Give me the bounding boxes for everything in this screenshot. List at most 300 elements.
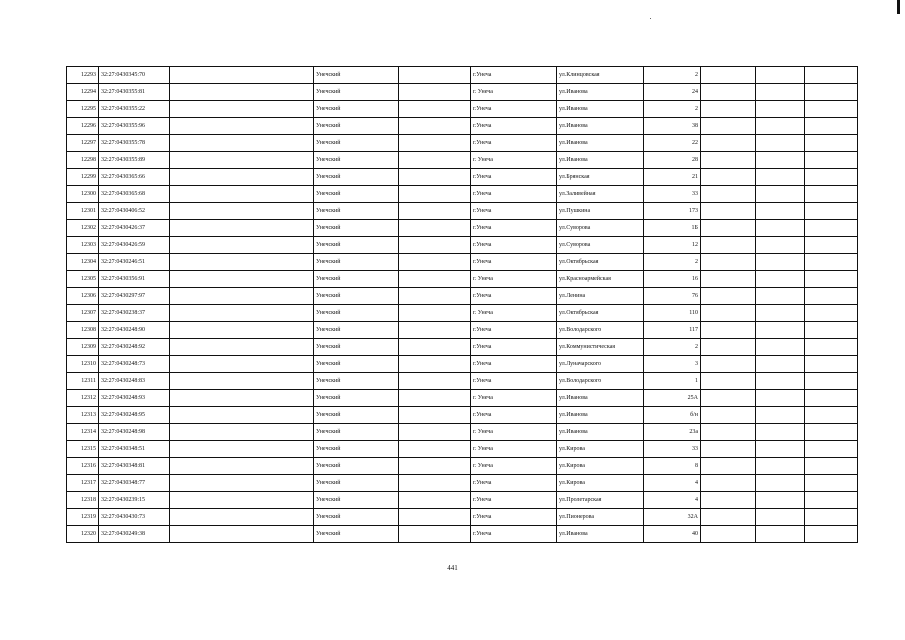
cell-city: г.Унеча [471, 288, 557, 305]
cell-empty [805, 390, 858, 407]
cell-city: г.Унеча [471, 101, 557, 118]
cell-record-number: 12299 [67, 169, 99, 186]
table-row [67, 169, 858, 186]
cell-empty [756, 169, 805, 186]
cell-empty [756, 475, 805, 492]
table-row [67, 475, 858, 492]
cell-empty [701, 441, 756, 458]
cell-empty [805, 237, 858, 254]
cell-empty [170, 84, 314, 101]
cell-empty [805, 305, 858, 322]
cell-empty [170, 407, 314, 424]
cell-empty [399, 84, 471, 101]
cell-house-number: 1 [644, 373, 701, 390]
cell-street: ул.Иванова [557, 118, 644, 135]
cell-street: ул.Коммунистическая [557, 339, 644, 356]
table-row [67, 356, 858, 373]
cell-empty [399, 373, 471, 390]
cell-empty [701, 322, 756, 339]
cell-empty [170, 152, 314, 169]
cell-empty [170, 441, 314, 458]
table-row [67, 390, 858, 407]
table-row [67, 84, 858, 101]
cell-district: Унечский [314, 373, 399, 390]
cell-empty [399, 186, 471, 203]
cell-empty [701, 152, 756, 169]
cell-empty [805, 220, 858, 237]
cell-street: ул.Октябрьская [557, 254, 644, 271]
cell-house-number: 28 [644, 152, 701, 169]
cell-district: Унечский [314, 118, 399, 135]
cell-empty [170, 186, 314, 203]
cell-house-number: 32А [644, 509, 701, 526]
cell-empty [701, 254, 756, 271]
cell-empty [399, 135, 471, 152]
cell-cadastral-number: 32:27:0430355:22 [99, 101, 170, 118]
cell-cadastral-number: 32:27:0430248:93 [99, 390, 170, 407]
table-row [67, 407, 858, 424]
cell-city: г.Унеча [471, 186, 557, 203]
cell-street: ул.Кирова [557, 458, 644, 475]
cell-city: г.Унеча [471, 492, 557, 509]
table-row [67, 458, 858, 475]
cell-record-number: 12310 [67, 356, 99, 373]
cell-empty [399, 407, 471, 424]
cell-cadastral-number: 32:27:0430348:81 [99, 458, 170, 475]
cell-empty [701, 509, 756, 526]
cell-empty [399, 424, 471, 441]
cell-empty [170, 118, 314, 135]
cell-empty [756, 254, 805, 271]
cell-empty [701, 407, 756, 424]
table-row [67, 203, 858, 220]
cell-empty [399, 152, 471, 169]
scan-speck [650, 18, 651, 19]
cell-empty [805, 118, 858, 135]
table-row [67, 186, 858, 203]
cell-empty [756, 101, 805, 118]
cell-empty [701, 220, 756, 237]
cell-house-number: 24 [644, 84, 701, 101]
cell-cadastral-number: 32:27:0430297:97 [99, 288, 170, 305]
cell-record-number: 12308 [67, 322, 99, 339]
cell-district: Унечский [314, 356, 399, 373]
cell-empty [756, 424, 805, 441]
cell-empty [805, 526, 858, 543]
cell-empty [170, 169, 314, 186]
cell-empty [805, 407, 858, 424]
cell-empty [701, 356, 756, 373]
cell-city: г.Унеча [471, 220, 557, 237]
cell-empty [701, 526, 756, 543]
cell-empty [756, 373, 805, 390]
scan-edge-mark [897, 0, 900, 14]
cell-house-number: 117 [644, 322, 701, 339]
cell-district: Унечский [314, 322, 399, 339]
cell-empty [805, 101, 858, 118]
cell-empty [805, 203, 858, 220]
table-row [67, 237, 858, 254]
registry-table [66, 66, 858, 543]
cell-record-number: 12320 [67, 526, 99, 543]
cell-empty [701, 424, 756, 441]
cell-street: ул.Иванова [557, 407, 644, 424]
cell-record-number: 12312 [67, 390, 99, 407]
cell-empty [756, 135, 805, 152]
cell-empty [170, 271, 314, 288]
cell-empty [756, 203, 805, 220]
cell-cadastral-number: 32:27:0430248:98 [99, 424, 170, 441]
cell-empty [170, 373, 314, 390]
cell-house-number: 4 [644, 475, 701, 492]
cell-district: Унечский [314, 254, 399, 271]
cell-cadastral-number: 32:27:0430355:78 [99, 135, 170, 152]
cell-cadastral-number: 32:27:0430406:52 [99, 203, 170, 220]
table-row [67, 152, 858, 169]
cell-street: ул.Луначарского [557, 356, 644, 373]
cell-record-number: 12314 [67, 424, 99, 441]
cell-empty [701, 237, 756, 254]
table-row [67, 424, 858, 441]
cell-empty [805, 152, 858, 169]
cell-record-number: 12304 [67, 254, 99, 271]
cell-empty [756, 390, 805, 407]
cell-cadastral-number: 32:27:0430248:90 [99, 322, 170, 339]
cell-record-number: 12313 [67, 407, 99, 424]
cell-street: ул.Октябрьская [557, 305, 644, 322]
cell-cadastral-number: 32:27:0430355:81 [99, 84, 170, 101]
cell-house-number: 2 [644, 339, 701, 356]
cell-district: Унечский [314, 169, 399, 186]
cell-empty [701, 186, 756, 203]
cell-empty [399, 475, 471, 492]
cell-street: ул.Иванова [557, 424, 644, 441]
cell-city: г.Унеча [471, 373, 557, 390]
cell-cadastral-number: 32:27:0430426:59 [99, 237, 170, 254]
cell-record-number: 12306 [67, 288, 99, 305]
cell-empty [805, 339, 858, 356]
cell-street: ул.Володарского [557, 322, 644, 339]
cell-empty [701, 84, 756, 101]
cell-house-number: 2 [644, 254, 701, 271]
cell-empty [399, 254, 471, 271]
cell-empty [756, 526, 805, 543]
cell-district: Унечский [314, 339, 399, 356]
cell-empty [170, 424, 314, 441]
table-row [67, 67, 858, 84]
cell-city: г.Унеча [471, 237, 557, 254]
cell-district: Унечский [314, 271, 399, 288]
cell-empty [399, 220, 471, 237]
cell-street: ул.Иванова [557, 390, 644, 407]
cell-street: ул.Кирова [557, 475, 644, 492]
cell-street: ул.Суворова [557, 220, 644, 237]
cell-street: ул.Иванова [557, 135, 644, 152]
cell-city: г. Унеча [471, 390, 557, 407]
cell-empty [399, 67, 471, 84]
cell-street: ул.Красноармейская [557, 271, 644, 288]
cell-empty [756, 237, 805, 254]
cell-empty [701, 475, 756, 492]
cell-district: Унечский [314, 84, 399, 101]
cell-empty [805, 322, 858, 339]
cell-empty [701, 305, 756, 322]
cell-empty [399, 203, 471, 220]
cell-empty [701, 458, 756, 475]
cell-house-number: 40 [644, 526, 701, 543]
cell-cadastral-number: 32:27:0430248:73 [99, 356, 170, 373]
cell-record-number: 12302 [67, 220, 99, 237]
cell-empty [399, 101, 471, 118]
cell-house-number: 8 [644, 458, 701, 475]
cell-empty [170, 458, 314, 475]
cell-house-number: 173 [644, 203, 701, 220]
cell-empty [170, 220, 314, 237]
cell-house-number: 33 [644, 441, 701, 458]
cell-street: ул.Кирова [557, 441, 644, 458]
cell-empty [170, 509, 314, 526]
cell-cadastral-number: 32:27:0430246:51 [99, 254, 170, 271]
cell-empty [399, 322, 471, 339]
cell-street: ул.Иванова [557, 101, 644, 118]
cell-empty [805, 169, 858, 186]
cell-street: ул.Володарского [557, 373, 644, 390]
cell-empty [756, 356, 805, 373]
table-row [67, 118, 858, 135]
cell-house-number: 25А [644, 390, 701, 407]
cell-house-number: 2 [644, 67, 701, 84]
cell-empty [170, 237, 314, 254]
cell-cadastral-number: 32:27:0430355:89 [99, 152, 170, 169]
cell-empty [756, 407, 805, 424]
cell-empty [170, 288, 314, 305]
cell-house-number: 12 [644, 237, 701, 254]
cell-empty [399, 305, 471, 322]
cell-cadastral-number: 32:27:0430248:95 [99, 407, 170, 424]
table-row [67, 322, 858, 339]
cell-record-number: 12309 [67, 339, 99, 356]
cell-district: Унечский [314, 526, 399, 543]
cell-city: г.Унеча [471, 407, 557, 424]
cell-house-number: 110 [644, 305, 701, 322]
cell-empty [701, 135, 756, 152]
cell-district: Унечский [314, 237, 399, 254]
cell-city: г. Унеча [471, 441, 557, 458]
cell-empty [399, 492, 471, 509]
cell-record-number: 12315 [67, 441, 99, 458]
cell-district: Унечский [314, 424, 399, 441]
cell-city: г.Унеча [471, 254, 557, 271]
cell-empty [701, 67, 756, 84]
table-row [67, 220, 858, 237]
table-row [67, 492, 858, 509]
cell-empty [701, 203, 756, 220]
cell-district: Унечский [314, 186, 399, 203]
cell-house-number: 23а [644, 424, 701, 441]
cell-empty [756, 339, 805, 356]
cell-empty [756, 305, 805, 322]
cell-empty [756, 492, 805, 509]
table-row [67, 254, 858, 271]
table-row [67, 339, 858, 356]
cell-city: г.Унеча [471, 118, 557, 135]
cell-empty [805, 424, 858, 441]
cell-empty [170, 203, 314, 220]
cell-record-number: 12311 [67, 373, 99, 390]
cell-city: г. Унеча [471, 305, 557, 322]
cell-empty [756, 220, 805, 237]
cell-house-number: 4 [644, 492, 701, 509]
cell-street: ул.Суворова [557, 237, 644, 254]
cell-street: ул.Брянская [557, 169, 644, 186]
cell-empty [399, 237, 471, 254]
cell-district: Унечский [314, 390, 399, 407]
table-row [67, 509, 858, 526]
cell-empty [701, 169, 756, 186]
cell-empty [756, 186, 805, 203]
cell-empty [399, 458, 471, 475]
table-row [67, 526, 858, 543]
cell-empty [805, 84, 858, 101]
cell-empty [701, 101, 756, 118]
cell-empty [805, 186, 858, 203]
cell-street: ул.Пролетарская [557, 492, 644, 509]
cell-empty [399, 271, 471, 288]
cell-city: г. Унеча [471, 84, 557, 101]
cell-record-number: 12298 [67, 152, 99, 169]
cell-district: Унечский [314, 203, 399, 220]
cell-empty [701, 118, 756, 135]
cell-record-number: 12300 [67, 186, 99, 203]
cell-district: Унечский [314, 220, 399, 237]
cell-cadastral-number: 32:27:0430249:38 [99, 526, 170, 543]
cell-record-number: 12296 [67, 118, 99, 135]
cell-house-number: 2 [644, 101, 701, 118]
cell-cadastral-number: 32:27:0430348:51 [99, 441, 170, 458]
cell-city: г.Унеча [471, 322, 557, 339]
cell-empty [805, 492, 858, 509]
cell-city: г. Унеча [471, 271, 557, 288]
cell-record-number: 12319 [67, 509, 99, 526]
cell-cadastral-number: 32:27:0430345:70 [99, 67, 170, 84]
cell-city: г.Унеча [471, 339, 557, 356]
cell-city: г. Унеча [471, 152, 557, 169]
cell-district: Унечский [314, 407, 399, 424]
cell-empty [701, 288, 756, 305]
cell-cadastral-number: 32:27:0430365:68 [99, 186, 170, 203]
cell-empty [756, 118, 805, 135]
cell-empty [701, 271, 756, 288]
cell-district: Унечский [314, 67, 399, 84]
cell-street: ул.Иванова [557, 152, 644, 169]
table-row [67, 135, 858, 152]
cell-empty [756, 84, 805, 101]
cell-empty [170, 339, 314, 356]
cell-empty [805, 67, 858, 84]
cell-empty [170, 526, 314, 543]
cell-cadastral-number: 32:27:0430239:15 [99, 492, 170, 509]
cell-empty [756, 67, 805, 84]
cell-record-number: 12295 [67, 101, 99, 118]
cell-empty [170, 101, 314, 118]
cell-city: г.Унеча [471, 169, 557, 186]
cell-empty [701, 339, 756, 356]
cell-house-number: 33 [644, 186, 701, 203]
cell-district: Унечский [314, 509, 399, 526]
cell-empty [805, 441, 858, 458]
cell-district: Унечский [314, 458, 399, 475]
cell-record-number: 12301 [67, 203, 99, 220]
cell-district: Унечский [314, 135, 399, 152]
cell-empty [399, 288, 471, 305]
cell-empty [756, 271, 805, 288]
cell-cadastral-number: 32:27:0430430:73 [99, 509, 170, 526]
cell-district: Унечский [314, 101, 399, 118]
cell-empty [805, 356, 858, 373]
cell-empty [170, 135, 314, 152]
cell-empty [399, 390, 471, 407]
cell-street: ул.Клинцовская [557, 67, 644, 84]
cell-empty [170, 322, 314, 339]
cell-empty [805, 458, 858, 475]
cell-cadastral-number: 32:27:0430355:96 [99, 118, 170, 135]
cell-house-number: 21 [644, 169, 701, 186]
cell-empty [805, 509, 858, 526]
cell-city: г.Унеча [471, 475, 557, 492]
cell-empty [399, 118, 471, 135]
cell-city: г.Унеча [471, 509, 557, 526]
cell-empty [805, 475, 858, 492]
cell-empty [399, 526, 471, 543]
cell-house-number: 1Б [644, 220, 701, 237]
cell-empty [701, 390, 756, 407]
cell-empty [805, 288, 858, 305]
page-number: 441 [447, 564, 458, 572]
cell-empty [170, 390, 314, 407]
cell-street: ул.Пионерова [557, 509, 644, 526]
cell-city: г.Унеча [471, 356, 557, 373]
cell-record-number: 12293 [67, 67, 99, 84]
table-row [67, 101, 858, 118]
cell-record-number: 12294 [67, 84, 99, 101]
cell-empty [170, 305, 314, 322]
cell-empty [756, 458, 805, 475]
cell-cadastral-number: 32:27:0430356:91 [99, 271, 170, 288]
table-row [67, 441, 858, 458]
table-row [67, 305, 858, 322]
cell-house-number: 76 [644, 288, 701, 305]
cell-empty [170, 475, 314, 492]
table-row [67, 373, 858, 390]
cell-empty [805, 135, 858, 152]
cell-empty [170, 254, 314, 271]
cell-house-number: 3 [644, 356, 701, 373]
cell-street: ул.Пушкина [557, 203, 644, 220]
cell-empty [756, 288, 805, 305]
table-row [67, 288, 858, 305]
cell-record-number: 12307 [67, 305, 99, 322]
cell-cadastral-number: 32:27:0430426:37 [99, 220, 170, 237]
cell-empty [756, 322, 805, 339]
cell-record-number: 12297 [67, 135, 99, 152]
cell-record-number: 12317 [67, 475, 99, 492]
cell-empty [399, 509, 471, 526]
cell-house-number: 22 [644, 135, 701, 152]
cell-record-number: 12305 [67, 271, 99, 288]
cell-empty [756, 152, 805, 169]
cell-empty [756, 509, 805, 526]
cell-cadastral-number: 32:27:0430248:83 [99, 373, 170, 390]
